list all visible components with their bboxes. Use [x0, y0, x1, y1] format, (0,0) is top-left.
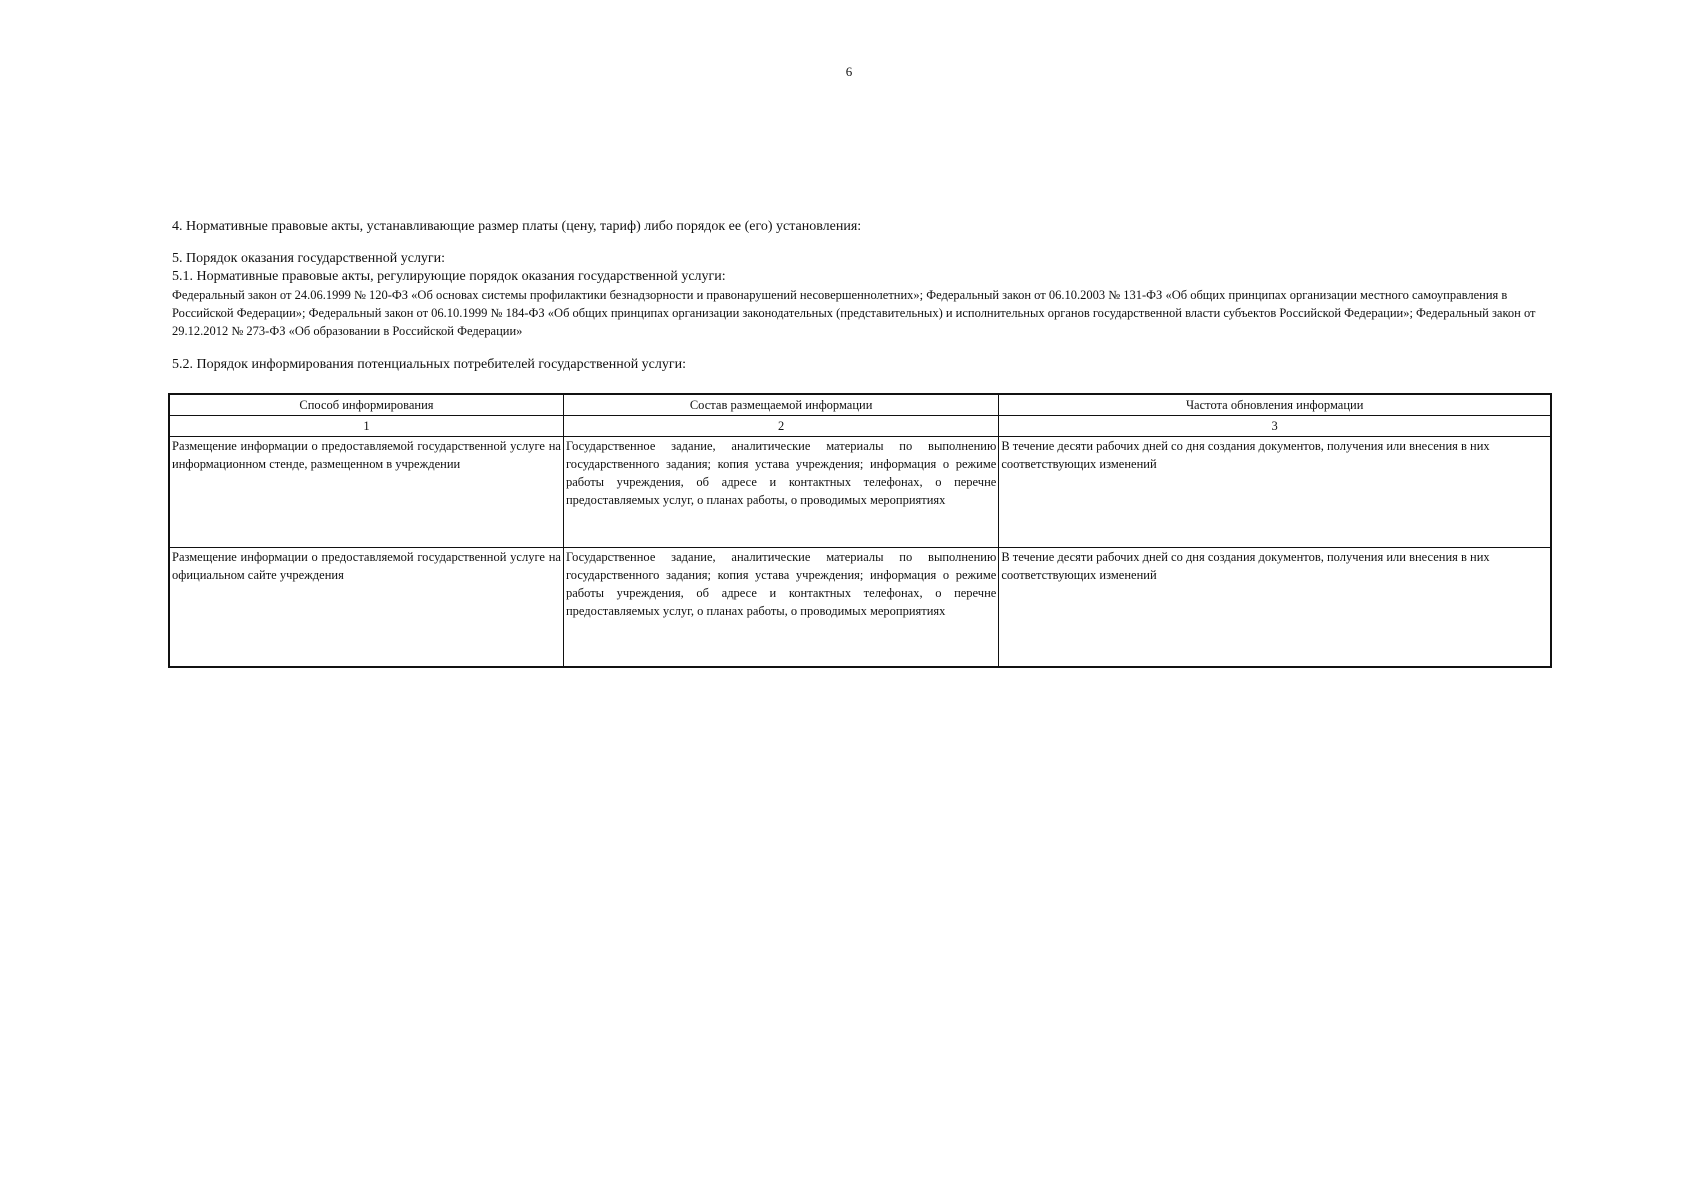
row-1-content: Государственное задание, аналитические материалы по выполнению государственного задания; копия устава учреждения; информация о режиме работы учреждения, об адресе и контактных телефонах, о перечне предоставляемых услуг, о планах работы, о проводимых мероприятиях [563, 437, 998, 548]
table-header-row [169, 394, 1551, 416]
row-2-method: Размещение информации о предоставляемой государственной услуге на официальном сайте учреждения [169, 548, 563, 668]
section-5-1-heading: 5.1. Нормативные правовые акты, регулирующие порядок оказания государственной услуги: [172, 269, 726, 284]
section-5-1-laws: Федеральный закон от 24.06.1999 № 120-ФЗ «Об основах системы профилактики безнадзорности и правонарушений несовершеннолетних»; Федеральный закон от 06.10.2003 № 131-ФЗ «Об общих принципах организации местного самоуправления в Российской Федерации»; Федеральный закон от 06.10.1999 № 184-ФЗ «Об общих принципах организации законодательных (представительных) и исполнительных органов государственной власти субъектов Российской Федерации»; Федеральный закон от 29.12.2012 № 273-ФЗ «Об образовании в Российской Федерации» [172, 288, 1536, 338]
section-5-heading: 5. Порядок оказания государственной услуги: [172, 251, 446, 266]
header-method: Способ информирования [169, 394, 563, 416]
section-4-heading: 4. Нормативные правовые акты, устанавливающие размер платы (цену, тариф) либо порядок ее (его) установления: [172, 219, 862, 234]
table-number-row [169, 416, 1551, 437]
section-5-2-heading: 5.2. Порядок информирования потенциальных потребителей государственной услуги: [172, 357, 687, 372]
row-2-frequency: В течение десяти рабочих дней со дня создания документов, получения или внесения в них соответствующих изменений [999, 548, 1551, 668]
row-1-frequency: В течение десяти рабочих дней со дня создания документов, получения или внесения в них соответствующих изменений [999, 437, 1551, 548]
column-number-3: 3 [999, 416, 1551, 437]
column-number-1: 1 [169, 416, 563, 437]
table-row [169, 437, 1551, 548]
row-1-method: Размещение информации о предоставляемой государственной услуге на информационном стенде, размещенном в учреждении [169, 437, 563, 548]
document-body [172, 218, 1552, 374]
column-number-2: 2 [563, 416, 998, 437]
header-frequency: Частота обновления информации [999, 394, 1551, 416]
row-2-content: Государственное задание, аналитические материалы по выполнению государственного задания; копия устава учреждения; информация о режиме работы учреждения, об адресе и контактных телефонах, о перечне предоставляемых услуг, о планах работы, о проводимых мероприятиях [563, 548, 998, 668]
page-number: 6 [845, 64, 853, 79]
header-content: Состав размещаемой информации [563, 394, 998, 416]
informing-table [168, 393, 1552, 668]
table-row [169, 548, 1551, 668]
